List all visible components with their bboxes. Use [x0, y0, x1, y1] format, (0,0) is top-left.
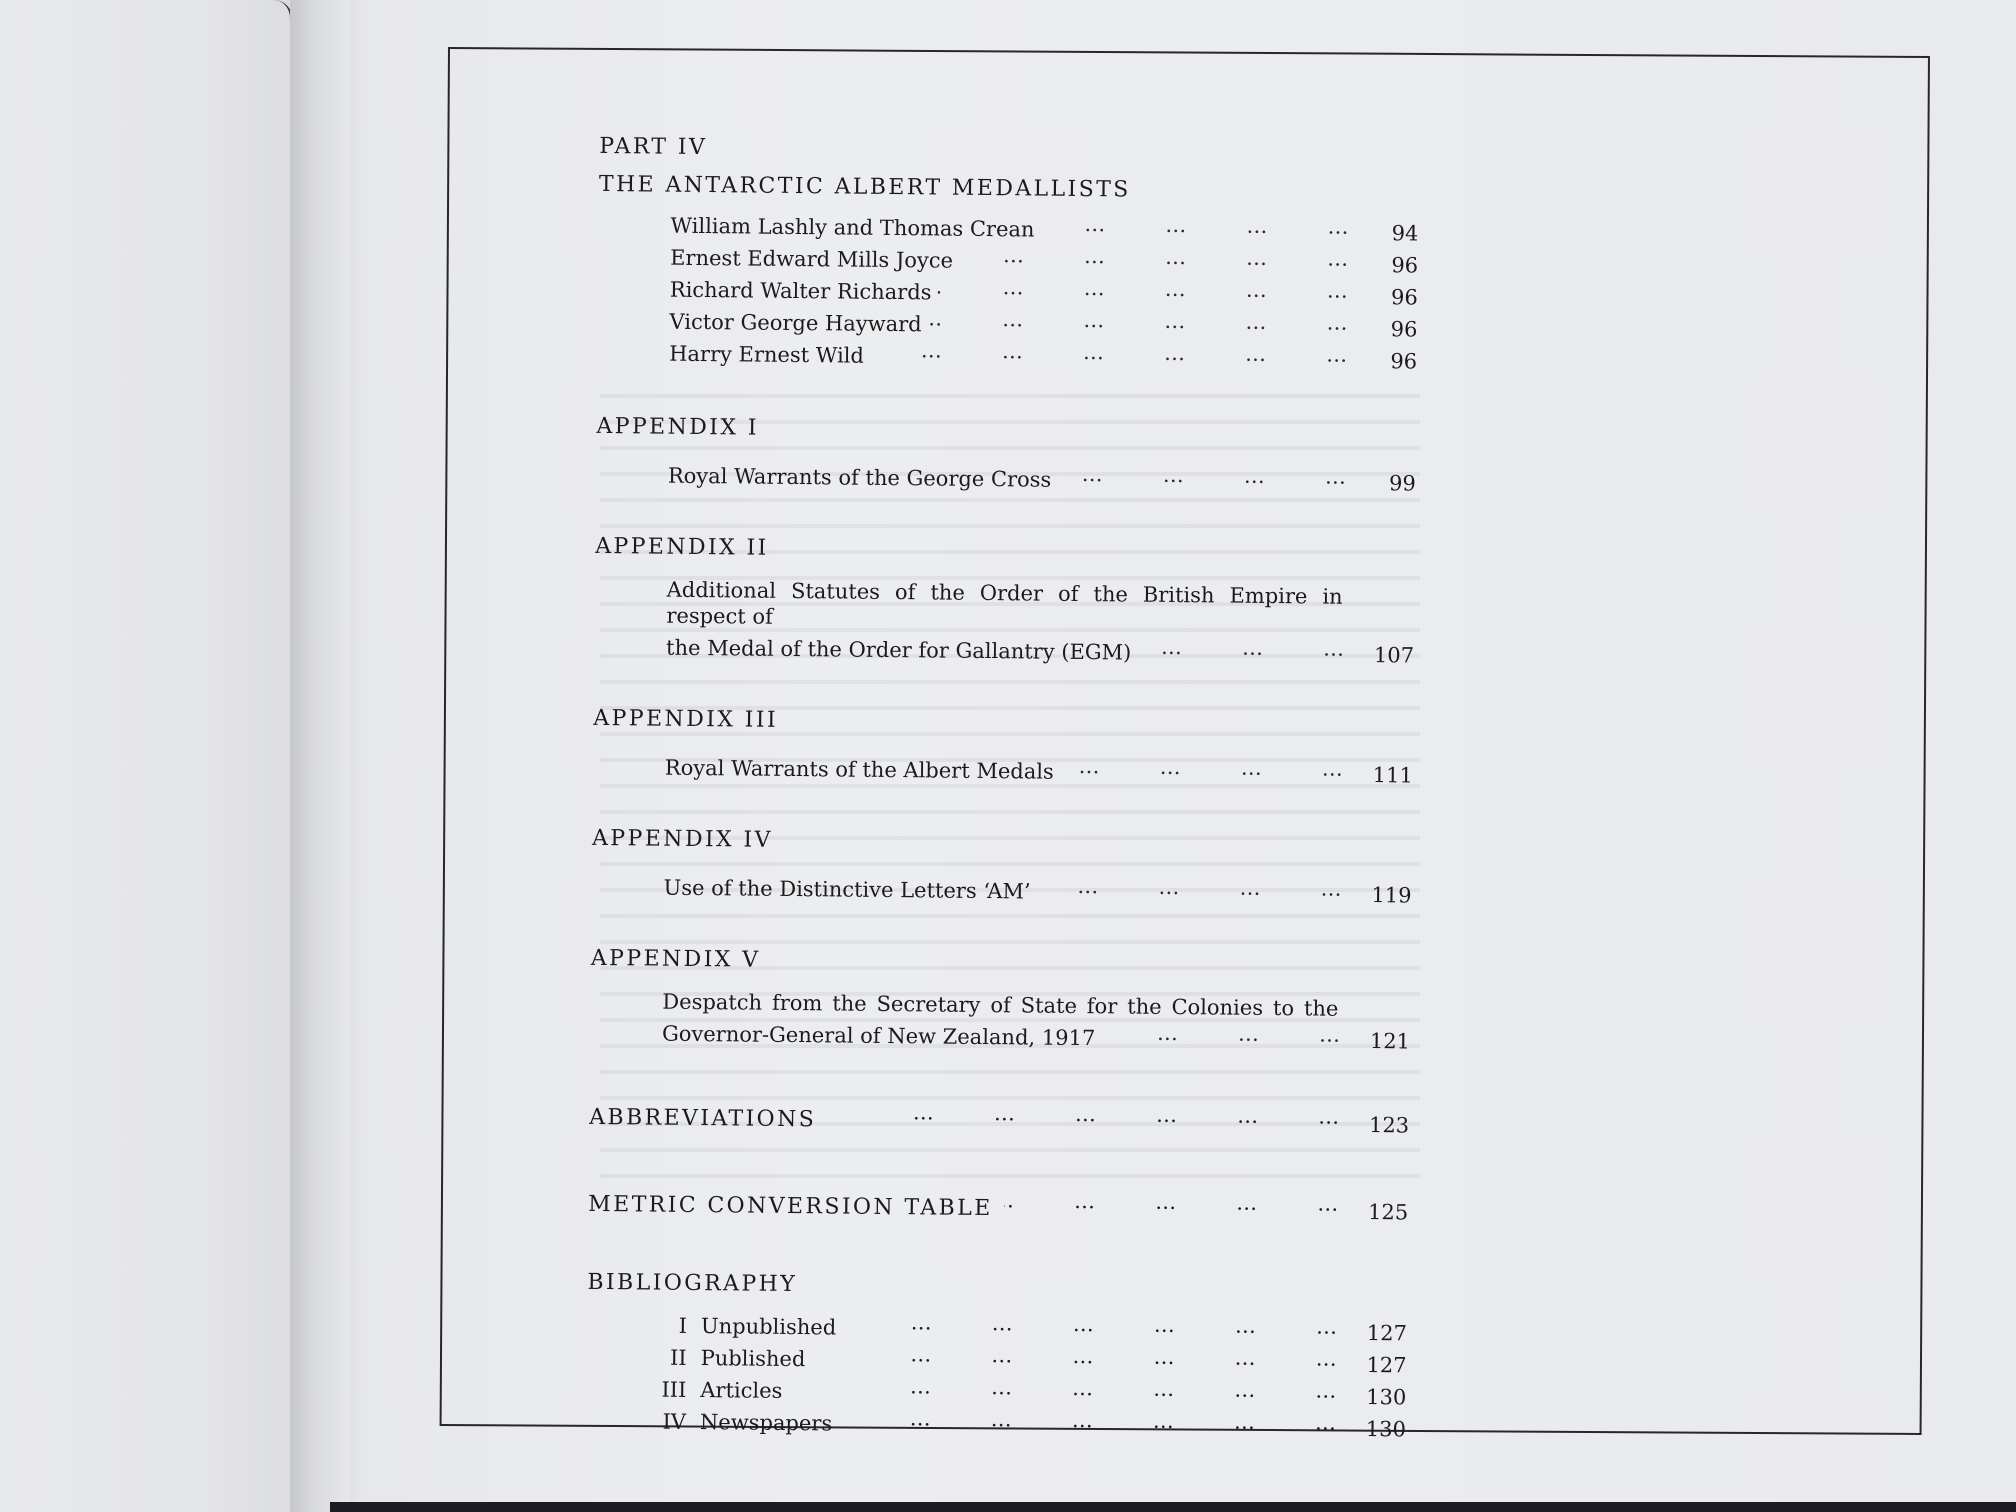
toc-entry-page: 99	[1388, 471, 1416, 496]
toc-entry-page: 96	[1390, 317, 1418, 342]
appendix-iv-section	[591, 824, 1412, 909]
toc-entry-label: Articles	[700, 1378, 783, 1403]
toc-entry-page: 111	[1372, 763, 1413, 788]
dot-leader	[1101, 1019, 1340, 1047]
section-heading: BIBLIOGRAPHY	[587, 1269, 798, 1298]
metric-conversion-section	[588, 1181, 1408, 1229]
toc-entry-label: the Medal of the Order for Gallantry (EGM)	[665, 635, 1132, 665]
bibliography-entries	[586, 1306, 1407, 1443]
left-page	[0, 0, 292, 1512]
toc-entry-page: 121	[1369, 1029, 1411, 1054]
part-iv-section	[597, 132, 1419, 375]
appendix-v-section	[590, 944, 1411, 1055]
part-entries	[597, 206, 1419, 375]
book-gutter	[290, 0, 350, 1512]
toc-entry	[589, 1094, 1409, 1142]
toc-entry-label: Royal Warrants of the Albert Medals	[664, 755, 1054, 784]
toc-entry	[663, 869, 1411, 909]
dot-leader	[870, 337, 1347, 368]
appendix-heading: APPENDIX II	[595, 533, 769, 561]
table-of-contents	[586, 132, 1420, 1443]
toc-entry-label: Published	[700, 1346, 806, 1372]
book-cover-edge	[330, 1502, 2016, 1512]
contents-frame	[440, 47, 1930, 1442]
dot-leader	[828, 1096, 1339, 1131]
toc-entry	[662, 1015, 1410, 1055]
toc-entry-page: 123	[1368, 1113, 1410, 1138]
appendix-heading: APPENDIX V	[590, 945, 761, 973]
section-heading: ABBREVIATIONS	[589, 1104, 817, 1133]
toc-entry	[588, 1181, 1408, 1229]
toc-entry-label: Harry Ernest Wild	[669, 341, 865, 368]
toc-entry-page: 127	[1366, 1353, 1407, 1378]
dot-leader	[1137, 634, 1344, 662]
toc-entry-label: Newspapers	[699, 1410, 833, 1436]
dot-leader	[1060, 753, 1343, 782]
toc-entry	[669, 335, 1417, 375]
part-title: THE ANTARCTIC ALBERT MEDALLISTS	[598, 171, 1131, 203]
dot-leader	[1040, 211, 1348, 240]
toc-entry-page: 130	[1366, 1385, 1407, 1410]
dot-leader	[842, 1309, 1337, 1340]
appendix-ii-section	[594, 532, 1415, 669]
toc-entry-line-1: Additional Statutes of the Order of the British Empire in respect of	[666, 577, 1343, 629]
toc-entry-page: 125	[1367, 1200, 1409, 1225]
toc-entry-label: Victor George Hayward	[669, 309, 922, 337]
roman-numeral: I	[678, 1313, 688, 1338]
toc-entry	[665, 749, 1413, 789]
dot-leader	[811, 1340, 1337, 1371]
appendix-heading: APPENDIX III	[593, 705, 779, 733]
part-label: PART IV	[599, 133, 708, 161]
dot-leader	[788, 1372, 1336, 1404]
toc-entry	[666, 629, 1414, 669]
toc-entry-line-1: Despatch from the Secretary of State for the Colonies to the	[662, 989, 1339, 1021]
dot-leader	[928, 305, 1348, 335]
section-heading: METRIC CONVERSION TABLE	[588, 1191, 993, 1222]
toc-entry-page: 127	[1366, 1321, 1408, 1346]
toc-entry-page: 96	[1390, 349, 1418, 374]
appendix-iii-section	[593, 704, 1414, 789]
dot-leader	[1057, 461, 1346, 490]
abbreviations-section	[589, 1094, 1409, 1142]
toc-entry-label: Use of the Distinctive Letters ‘AM’	[663, 875, 1031, 904]
toc-entry-page: 96	[1391, 253, 1419, 278]
toc-entry-label: William Lashly and Thomas Crean	[670, 213, 1035, 242]
toc-entry-label: Unpublished	[700, 1314, 837, 1340]
bibliography-section	[586, 1268, 1408, 1443]
roman-numeral: IV	[662, 1409, 687, 1434]
toc-entry-page: 130	[1365, 1417, 1407, 1442]
toc-entry-page: 107	[1373, 643, 1415, 668]
roman-numeral: III	[661, 1377, 687, 1402]
dot-leader	[1005, 1185, 1339, 1218]
toc-entry	[646, 1402, 1406, 1442]
appendix-heading: APPENDIX I	[596, 413, 760, 441]
dot-leader	[959, 242, 1348, 272]
toc-entry-label: Richard Walter Richards	[669, 277, 932, 305]
roman-numeral: II	[669, 1345, 687, 1370]
appendix-heading: APPENDIX IV	[591, 825, 773, 853]
dot-leader	[1037, 873, 1342, 902]
toc-entry-label: Governor-General of New Zealand, 1917	[661, 1021, 1096, 1051]
toc-entry	[668, 457, 1416, 497]
appendix-i-section	[596, 412, 1417, 497]
dot-leader	[838, 1404, 1336, 1435]
toc-entry-page: 94	[1391, 221, 1419, 246]
toc-entry-page: 96	[1390, 285, 1418, 310]
dot-leader	[937, 273, 1348, 303]
toc-entry-page: 119	[1371, 883, 1412, 908]
toc-entry-label: Ernest Edward Mills Joyce	[670, 245, 954, 273]
toc-entry-label: Royal Warrants of the George Cross	[667, 463, 1052, 492]
